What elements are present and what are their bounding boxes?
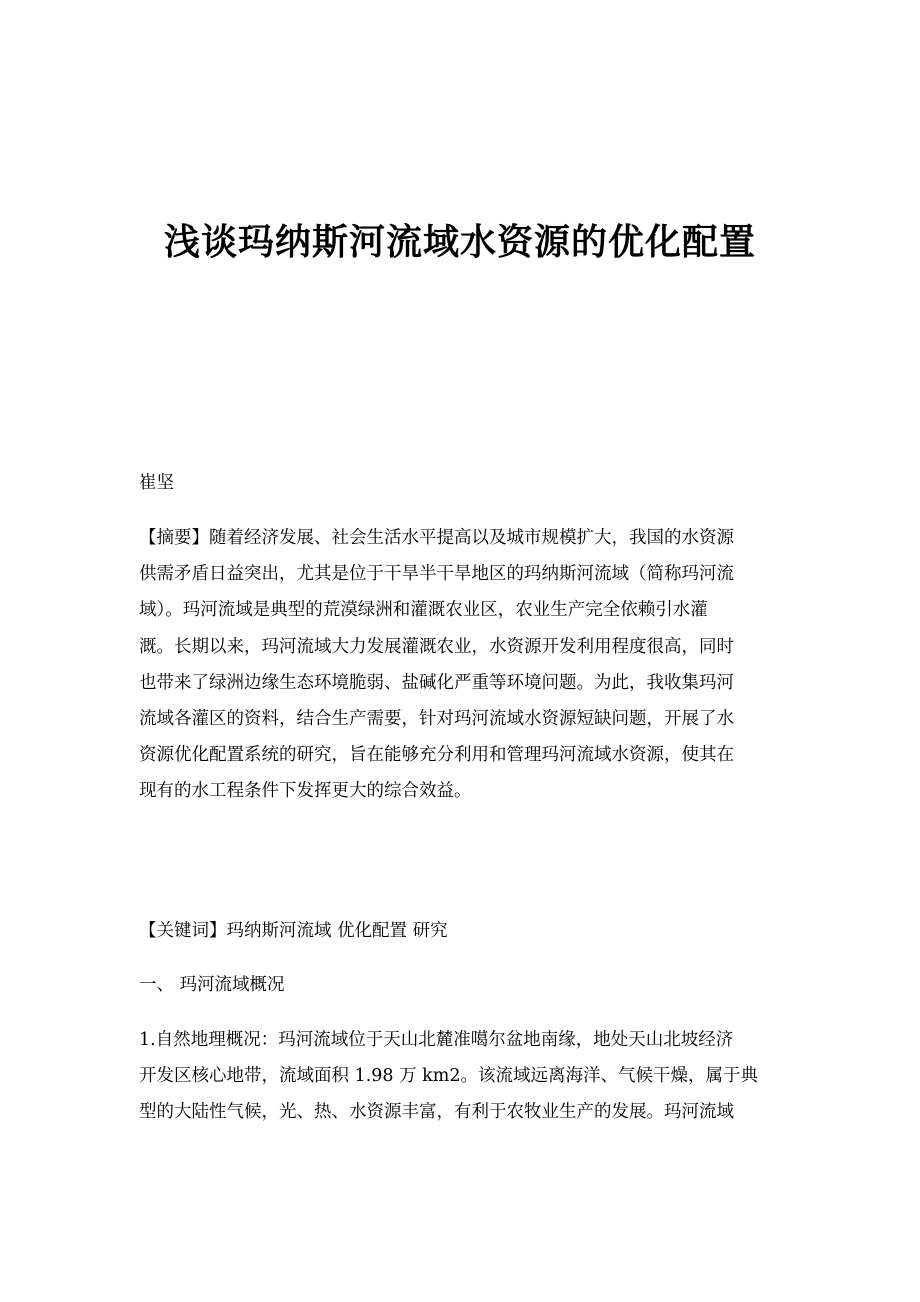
abstract-line: 现有的水工程条件下发挥更大的综合效益。 — [139, 781, 472, 802]
author-name: 崔坚 — [139, 473, 174, 493]
abstract-line: 域）。玛河流域是典型的荒漠绿洲和灌溉农业区，农业生产完全依赖引水灌 — [139, 600, 708, 621]
section-line: 型的大陆性气候，光、热、水资源丰富，有利于农牧业生产的发展。玛河流域 — [139, 1102, 734, 1123]
keywords-line: 【关键词】玛纳斯河流域 优化配置 研究 — [139, 921, 448, 941]
abstract-line: 供需矛盾日益突出，尤其是位于干旱半干旱地区的玛纳斯河流域（简称玛河流 — [139, 564, 734, 585]
abstract-line: 【摘要】随着经济发展、社会生活水平提高以及城市规模扩大，我国的水资源 — [139, 528, 734, 548]
abstract-paragraph — [139, 520, 781, 810]
abstract-line: 资源优化配置系统的研究，旨在能够充分利用和管理玛河流域水资源，使其在 — [139, 745, 734, 766]
document-title: 浅谈玛纳斯河流域水资源的优化配置 — [163, 221, 756, 263]
section-heading: 一、 玛河流域概况 — [139, 975, 285, 995]
section-paragraph — [139, 1022, 781, 1131]
section-line: 1.自然地理概况：玛河流域位于天山北麓准噶尔盆地南缘，地处天山北坡经济 — [139, 1030, 734, 1050]
section-line: 开发区核心地带，流域面积 1.98 万 km2。该流域远离海洋、气候干燥，属于典 — [139, 1066, 758, 1087]
abstract-line: 流域各灌区的资料，结合生产需要，针对玛河流域水资源短缺问题，开展了水 — [139, 709, 734, 730]
abstract-line: 也带来了绿洲边缘生态环境脆弱、盐碱化严重等环境问题。为此，我收集玛河 — [139, 672, 734, 693]
abstract-line: 溉。长期以来，玛河流域大力发展灌溉农业，水资源开发利用程度很高，同时 — [139, 636, 734, 657]
